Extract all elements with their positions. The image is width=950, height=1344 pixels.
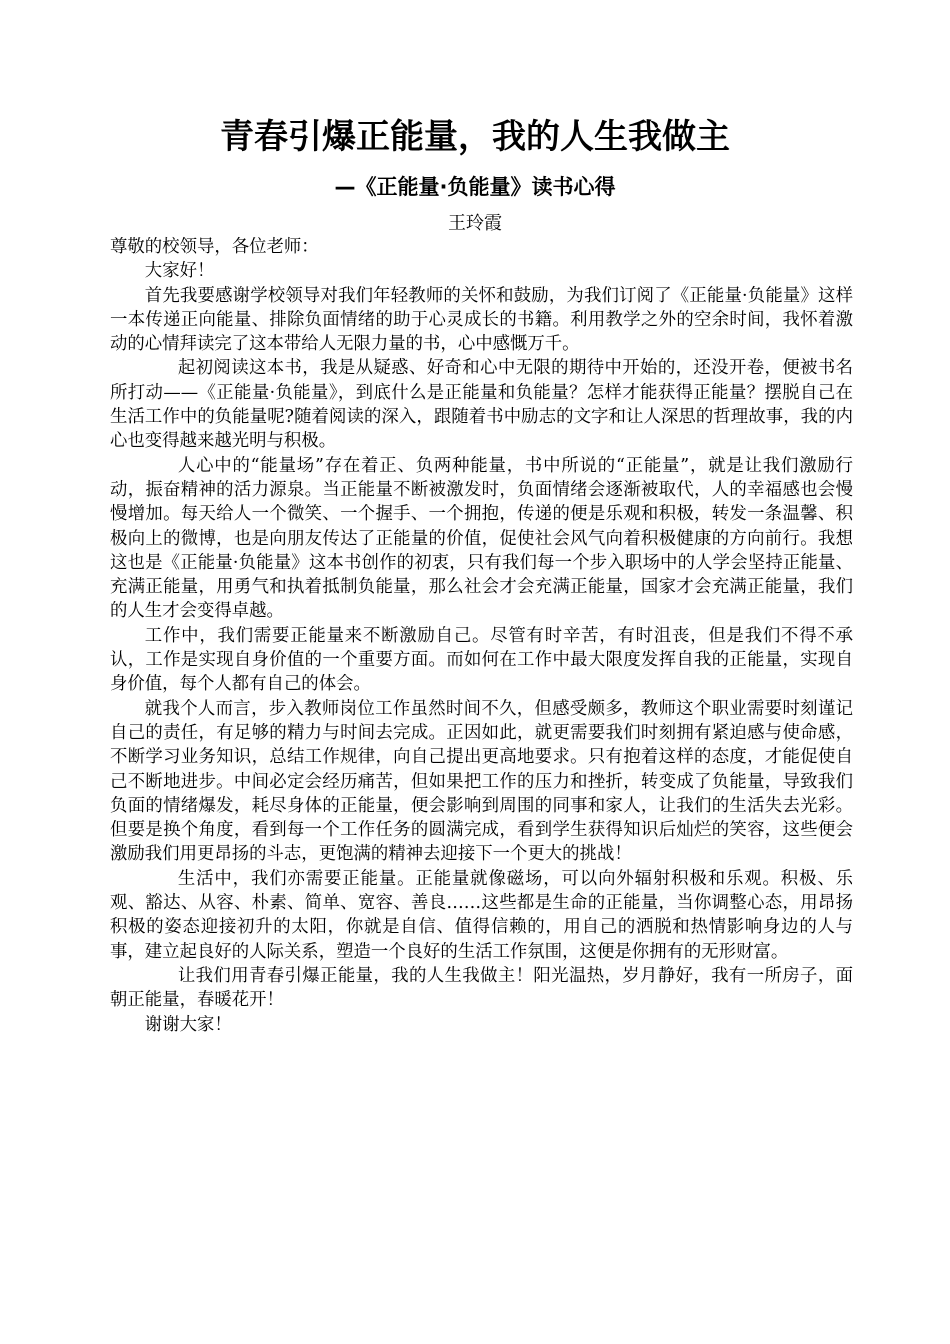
closing-thanks: 谢谢大家！ — [144, 1014, 232, 1035]
paragraph-6: 生活中，我们亦需要正能量。正能量就像磁场，可以向外辐射积极和乐观。积极、乐观、豁达、从容、朴素、简单、宽容、善良……这些都是生命的正能量，当你调整心态，用昂扬积极的姿态迎接初升的太阳，你就是自信、值得信赖的，用自己的洒脱和热情影响身边的人与事，建立起良好的人际关系，塑造一个良好的生活工作氛围，这便是你拥有的无形财富。 — [110, 868, 853, 962]
document-body — [110, 235, 853, 1037]
paragraph-5: 就我个人而言，步入教师岗位工作虽然时间不久，但感受颇多，教师这个职业需要时刻谨记自己的责任，有足够的精力与时间去完成。正因如此，就更需要我们时刻拥有紧迫感与使命感，不断学习业务知识，总结工作规律，向自己提出更高地要求。只有抱着这样的态度，才能促使自己不断地进步。中间必定会经历痛苦，但如果把工作的压力和挫折，转变成了负能量，导致我们负面的情绪爆发，耗尽身体的正能量，便会影响到周围的同事和家人，让我们的生活失去光彩。但要是换个角度，看到每一个工作任务的圆满完成，看到学生获得知识后灿烂的笑容，这些便会激励我们用更昂扬的斗志，更饱满的精神去迎接下一个更大的挑战！ — [110, 698, 853, 865]
salutation: 尊敬的校领导，各位老师： — [110, 237, 319, 257]
paragraph-4: 工作中，我们需要正能量来不断激励自己。尽管有时辛苦，有时沮丧，但是我们不得不承认，工作是实现自身价值的一个重要方面。而如何在工作中最大限度发挥自我的正能量，实现自身价值，每个人都有自己的体会。 — [110, 625, 853, 695]
paragraph-7: 让我们用青春引爆正能量，我的人生我做主！阳光温热，岁月静好，我有一所房子，面朝正能量，春暖花开！ — [110, 965, 853, 1011]
author-name: 王玲霞 — [448, 213, 502, 234]
page-title: 青春引爆正能量，我的人生我做主 — [220, 117, 730, 157]
paragraph-1: 首先我要感谢学校领导对我们年轻教师的关怀和鼓励，为我们订阅了《正能量·负能量》这样一本传递正向能量、排除负面情绪的助于心灵成长的书籍。利用教学之外的空余时间，我怀着激动的心情拜读完了这本带给人无限力量的书，心中感慨万千。 — [110, 285, 853, 355]
paragraph-2: 起初阅读这本书，我是从疑惑、好奇和心中无限的期待中开始的，还没开卷，便被书名所打动——《正能量·负能量》，到底什么是正能量和负能量？怎样才能获得正能量？摆脱自己在生活工作中的负能量呢?随着阅读的深入，跟随着书中励志的文字和让人深思的哲理故事，我的内心也变得越来越光明与积极。 — [110, 358, 853, 452]
greeting: 大家好！ — [144, 261, 215, 282]
page-subtitle: —《正能量·负能量》读书心得 — [334, 175, 616, 199]
paragraph-3: 人心中的“能量场”存在着正、负两种能量，书中所说的“正能量”，就是让我们激励行动，振奋精神的活力源泉。当正能量不断被激发时，负面情绪会逐渐被取代，人的幸福感也会慢慢增加。每天给人一个微笑、一个握手、一个拥抱，传递的便是乐观和积极，转发一条温馨、积极向上的微博，也是向朋友传达了正能量的价值，促使社会风气向着积极健康的方向前行。我想这也是《正能量·负能量》这本书创作的初衷，只有我们每一个步入职场中的人学会坚持正能量、充满正能量，用勇气和执着抵制负能量，那么社会才会充满正能量，国家才会充满正能量，我们的人生才会变得卓越。 — [110, 455, 853, 622]
